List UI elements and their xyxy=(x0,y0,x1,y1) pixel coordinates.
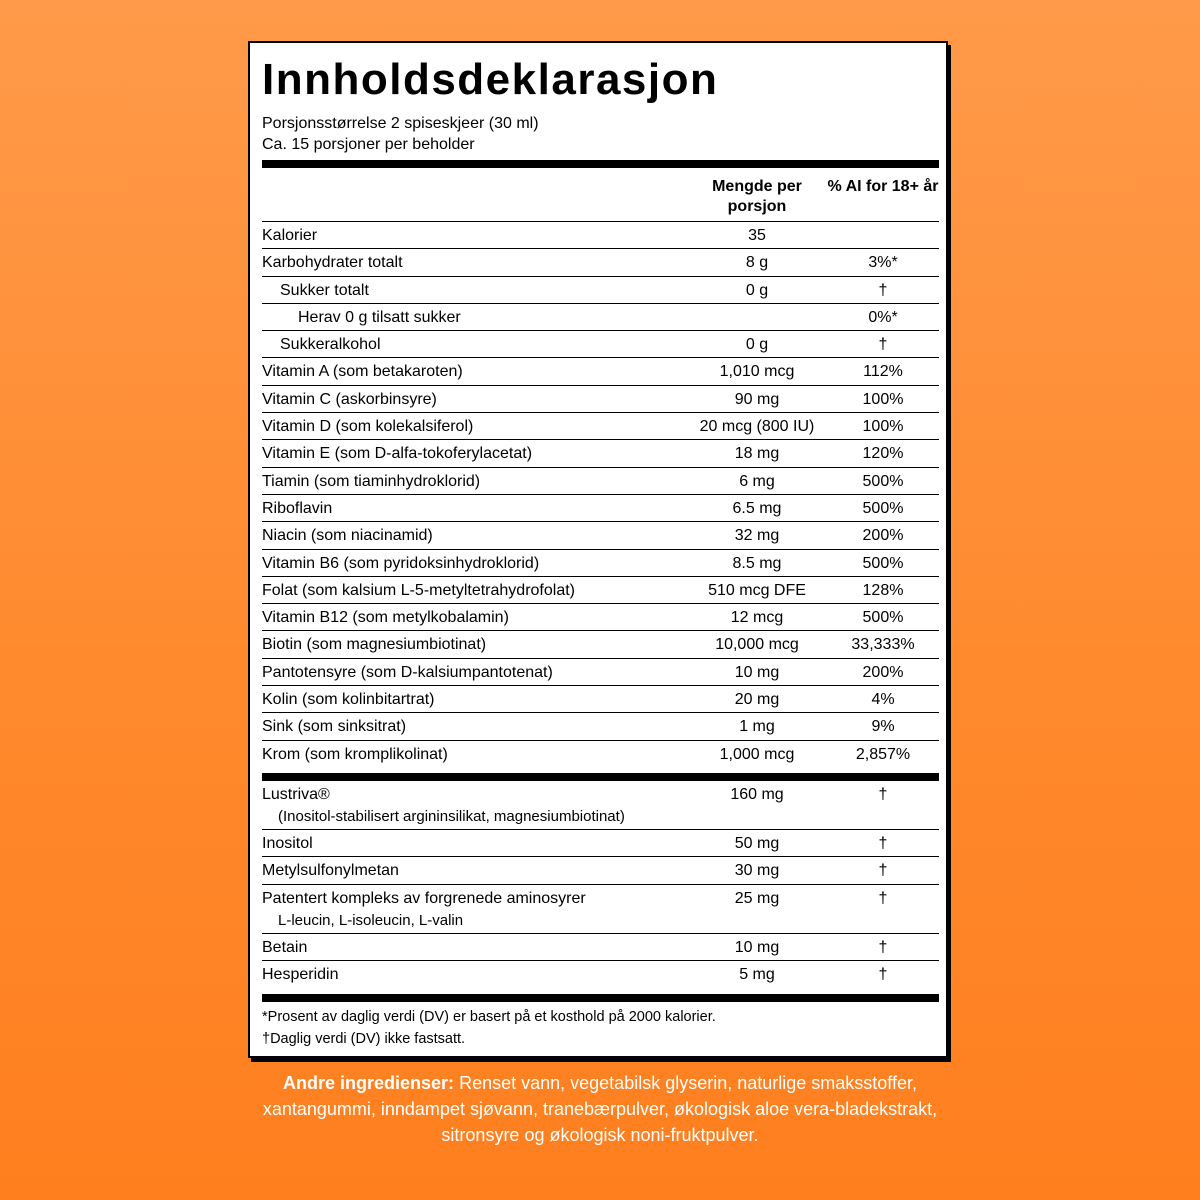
nutrient-ai-percent: 100% xyxy=(862,390,904,408)
footnote-dv: *Prosent av daglig verdi (DV) er basert på et kosthold på 2000 kalorier. xyxy=(262,1009,716,1025)
divider-bar-bottom xyxy=(262,994,939,1002)
nutrient-ai-percent: 500% xyxy=(862,609,904,627)
blend-row xyxy=(262,885,939,934)
table-header xyxy=(262,173,939,222)
nutrition-facts-panel xyxy=(248,41,948,1058)
blend-amount: 25 mg xyxy=(734,889,780,907)
nutrient-ai-percent: † xyxy=(878,336,888,354)
nutrient-table xyxy=(262,222,939,768)
nutrient-amount: 1,010 mcg xyxy=(719,363,795,381)
nutrient-amount: 10,000 mcg xyxy=(715,636,799,654)
nutrient-name: Karbohydrater totalt xyxy=(262,254,403,272)
nutrient-name: Sink (som sinksitrat) xyxy=(262,718,407,736)
nutrient-name: Folat (som kalsium L-5-metyltetrahydrofolat) xyxy=(262,581,575,599)
nutrient-amount: 8.5 mg xyxy=(732,554,782,572)
nutrient-row xyxy=(262,631,939,658)
nutrient-amount: 8 g xyxy=(745,254,769,272)
nutrient-name: Vitamin C (askorbinsyre) xyxy=(262,390,437,408)
blend-ai-percent: † xyxy=(878,862,888,880)
nutrient-name: Vitamin B12 (som metylkobalamin) xyxy=(262,609,509,627)
nutrient-name: Sukker totalt xyxy=(280,281,369,299)
nutrient-name: Biotin (som magnesiumbiotinat) xyxy=(262,636,487,654)
nutrient-name: Vitamin E (som D-alfa-tokoferylacetat) xyxy=(262,445,533,463)
nutrient-name: Vitamin B6 (som pyridoksinhydroklorid) xyxy=(262,554,540,572)
nutrient-row xyxy=(262,686,939,713)
nutrient-row xyxy=(262,440,939,467)
nutrient-amount: 0 g xyxy=(745,281,769,299)
nutrient-amount: 35 xyxy=(748,227,766,244)
other-ingredients xyxy=(230,1070,970,1148)
nutrient-row xyxy=(262,386,939,413)
blend-table xyxy=(262,781,939,988)
blend-ai-percent: † xyxy=(878,889,888,907)
other-ingredients-text: Renset vann, vegetabilsk glyserin, naturlige smaksstoffer, xantangummi, inndampet sjøvann, tranebærpulver, økologisk aloe vera-bladekstrakt, sitronsyre og økologisk noni-fruktpulver. xyxy=(262,1073,938,1145)
nutrient-ai-percent: 9% xyxy=(871,718,895,736)
blend-ai-percent: † xyxy=(878,938,888,956)
nutrient-ai-percent: 200% xyxy=(862,527,904,545)
blend-amount: 50 mg xyxy=(734,835,780,852)
nutrient-ai-percent: 500% xyxy=(862,472,904,490)
blend-row xyxy=(262,830,939,857)
nutrient-name: Pantotensyre (som D-kalsiumpantotenat) xyxy=(262,663,553,681)
blend-name: Inositol xyxy=(262,835,313,852)
nutrient-row xyxy=(262,222,939,249)
nutrient-name: Kolin (som kolinbitartrat) xyxy=(262,691,435,709)
nutrient-amount: 18 mg xyxy=(734,445,780,463)
nutrient-row xyxy=(262,331,939,358)
nutrient-row xyxy=(262,713,939,740)
nutrient-amount: 90 mg xyxy=(734,390,780,408)
nutrient-ai-percent: 500% xyxy=(862,499,904,517)
nutrient-row xyxy=(262,413,939,440)
blend-row xyxy=(262,857,939,884)
nutrient-amount: 6.5 mg xyxy=(732,499,782,517)
other-ingredients-label: Andre ingredienser: xyxy=(283,1073,455,1093)
nutrient-name: Riboflavin xyxy=(262,499,333,517)
footnotes xyxy=(262,1006,939,1050)
blend-subtext: L-leucin, L-isoleucin, L-valin xyxy=(278,911,464,929)
nutrient-amount: 1 mg xyxy=(739,718,775,736)
nutrient-row xyxy=(262,522,939,549)
divider-bar-middle xyxy=(262,773,939,781)
nutrient-row xyxy=(262,249,939,276)
nutrient-name: Tiamin (som tiaminhydroklorid) xyxy=(262,472,481,490)
blend-name: Hesperidin xyxy=(262,965,339,983)
nutrient-name: Herav 0 g tilsatt sukker xyxy=(298,308,461,326)
nutrient-amount: 6 mg xyxy=(739,472,775,490)
blend-ai-percent: † xyxy=(878,786,888,803)
header-ai: % AI for 18+ år xyxy=(827,178,939,195)
blend-amount: 30 mg xyxy=(734,862,780,880)
blend-ai-percent: † xyxy=(878,835,888,852)
nutrient-ai-percent: 128% xyxy=(862,581,904,599)
nutrient-ai-percent: 200% xyxy=(862,663,904,681)
nutrient-row xyxy=(262,468,939,495)
nutrient-name: Niacin (som niacinamid) xyxy=(262,527,433,545)
nutrient-ai-percent: † xyxy=(878,281,888,299)
nutrient-ai-percent: 4% xyxy=(871,691,895,709)
nutrient-ai-percent: 33,333% xyxy=(851,636,915,654)
blend-row xyxy=(262,934,939,961)
nutrient-ai-percent: 120% xyxy=(862,445,904,463)
blend-name: Betain xyxy=(262,938,308,956)
nutrient-ai-percent: 2,857% xyxy=(855,745,911,763)
nutrient-name: Kalorier xyxy=(262,227,318,244)
blend-amount: 160 mg xyxy=(730,786,784,803)
nutrient-ai-percent: 112% xyxy=(863,363,903,381)
servings-per-container: Ca. 15 porsjoner per beholder xyxy=(262,136,475,153)
nutrient-amount: 20 mg xyxy=(734,691,780,709)
nutrient-row xyxy=(262,304,939,331)
divider-bar-top xyxy=(262,160,939,168)
nutrient-amount: 1,000 mcg xyxy=(719,745,795,763)
nutrient-amount: 12 mcg xyxy=(730,609,784,627)
blend-name: Metylsulfonylmetan xyxy=(262,862,399,880)
nutrient-name: Vitamin D (som kolekalsiferol) xyxy=(262,418,474,436)
nutrient-row xyxy=(262,550,939,577)
blend-row xyxy=(262,961,939,988)
nutrient-row xyxy=(262,604,939,631)
blend-amount: 10 mg xyxy=(734,938,780,956)
blend-amount: 5 mg xyxy=(739,965,775,983)
nutrient-name: Sukkeralkohol xyxy=(280,336,381,354)
nutrient-row xyxy=(262,495,939,522)
footnote-dagger: †Daglig verdi (DV) ikke fastsatt. xyxy=(262,1031,466,1047)
nutrient-row xyxy=(262,741,939,768)
nutrient-name: Vitamin A (som betakaroten) xyxy=(262,363,463,381)
nutrient-row xyxy=(262,659,939,686)
nutrient-ai-percent: 0%* xyxy=(868,308,898,326)
blend-row xyxy=(262,781,939,830)
nutrient-ai-percent: 100% xyxy=(862,418,904,436)
nutrient-amount: 20 mcg (800 IU) xyxy=(699,418,815,436)
nutrient-amount: 10 mg xyxy=(734,663,780,681)
nutrient-row xyxy=(262,277,939,304)
blend-name: Lustriva® xyxy=(262,786,330,803)
blend-name: Patentert kompleks av forgrenede aminosyrer xyxy=(262,889,586,907)
nutrient-name: Krom (som kromplikolinat) xyxy=(262,745,448,763)
nutrient-row xyxy=(262,577,939,604)
nutrient-amount: 32 mg xyxy=(734,527,780,545)
blend-subtext: (Inositol-stabilisert argininsilikat, magnesiumbiotinat) xyxy=(278,808,625,825)
serving-size: Porsjonsstørrelse 2 spiseskjeer (30 ml) xyxy=(262,115,539,132)
serving-info xyxy=(262,113,539,155)
nutrient-amount: 510 mcg DFE xyxy=(708,581,806,599)
header-amount: Mengde per porsjon xyxy=(712,178,802,215)
panel-title: Innholdsdeklarasjon xyxy=(262,55,719,104)
nutrient-ai-percent: 500% xyxy=(862,554,904,572)
nutrient-ai-percent: 3%* xyxy=(868,254,898,272)
blend-ai-percent: † xyxy=(878,965,888,983)
nutrient-row xyxy=(262,358,939,385)
nutrient-amount: 0 g xyxy=(745,336,769,354)
